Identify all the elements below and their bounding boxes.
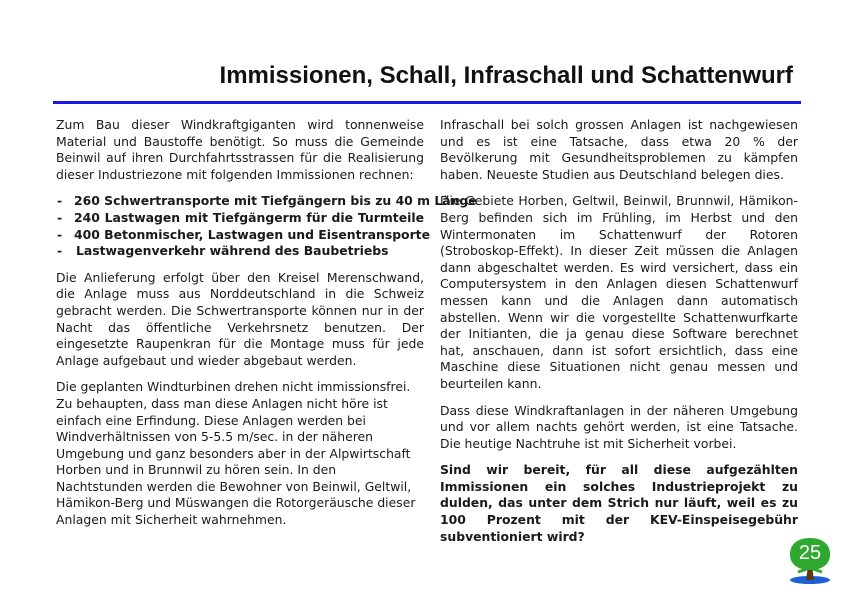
- list-item: - 240 Lastwagen mit Tiefgängerm für die Turmteile: [56, 210, 424, 227]
- page-number: 25: [798, 542, 822, 564]
- left-column: [56, 117, 477, 539]
- immissions-list: [56, 193, 477, 259]
- right-column: [440, 117, 798, 555]
- closing-question: Sind wir bereit, für all diese aufgezählten Immissionen ein solches Industrieprojekt zu dulden, das unter dem Strich nur läuft, weil es zu 100 Prozent mit der KEV-Einspeisegebühr subventioniert wird?: [440, 462, 798, 544]
- list-item: - 400 Betonmischer, Lastwagen und Eisentransporte: [56, 227, 424, 244]
- intro-paragraph: Zum Bau dieser Windkraftgiganten wird tonnenweise Material und Baustoffe benötigt. So muss die Gemeinde Beinwil auf ihren Durchfahrtsstrassen für die Realisierung dieser Industriezone mit folgenden Immissionen rechnen:: [56, 117, 424, 182]
- list-item: - Lastwagenverkehr während des Baubetriebs: [56, 243, 424, 260]
- noise-paragraph: Die geplanten Windturbinen drehen nicht immissionsfrei. Zu behaupten, dass man diese Anlagen nicht höre ist einfach eine Erfindung. Diese Anlagen werden bei Windverhältnissen von 5-5.5 m/sec. in der näheren Umgebung und ganz besonders aber in der Alpwirtschaft Horben und in Brunnwil zu hören sein. In den Nachtstunden werden die Bewohner von Beinwil, Geltwil, Hämikon-Berg und Müswangen die Rotorgeräusche dieser Anlagen mit Sicherheit wahrnehmen.: [56, 379, 416, 528]
- night-noise-paragraph: Dass diese Windkraftanlagen in der näheren Umgebung und vor allem nachts gehört werden, ist eine Tatsache. Die heutige Nachtruhe ist mit Sicherheit vorbei.: [440, 402, 798, 451]
- list-item: - 260 Schwertransporte mit Tiefgängern bis zu 40 m Länge: [56, 193, 424, 210]
- shadow-flicker-paragraph: Die Gebiete Horben, Geltwil, Beinwil, Brunnwil, Hämikon-Berg befinden sich im Frühling, im Herbst und den Wintermonaten im Schattenwurf der Rotoren (Stroboskop-Effekt). In dieser Zeit müssen die Anlagen dann abgeschaltet werden. Es wird versichert, dass ein Computersystem in den Anlagen diesen Schattenwurf messen kann und die Anlagen dann automatisch abstellen. Wenn wir die vorgestellte Schattenwurfkarte der Initianten, die ja genau diese Software berechnet hat, anschauen, dann ist sofort ersichtlich, dass eine Maschine diese Situationen nicht genau messen und beurteilen kann.: [440, 193, 798, 391]
- delivery-paragraph: Die Anlieferung erfolgt über den Kreisel Merenschwand, die Anlage muss aus Norddeutschland in die Schweiz gebracht werden. Die Schwertransporte können nur in der Nacht das öffentliche Verkehrsnetz benutzen. Der eingesetzte Raupenkran für die Montage muss für jede Anlage aufgebaut und wieder abgebaut werden.: [56, 269, 424, 368]
- page-title: Immissionen, Schall, Infraschall und Schattenwurf: [219, 62, 793, 89]
- title-rule: [53, 101, 801, 104]
- infrasound-paragraph: Infraschall bei solch grossen Anlagen ist nachgewiesen und es ist eine Tatsache, dass etwa 20 % der Bevölkerung mit Gesundheitsproblemen zu kämpfen haben. Neueste Studien aus Deutschland belegen dies.: [440, 117, 798, 182]
